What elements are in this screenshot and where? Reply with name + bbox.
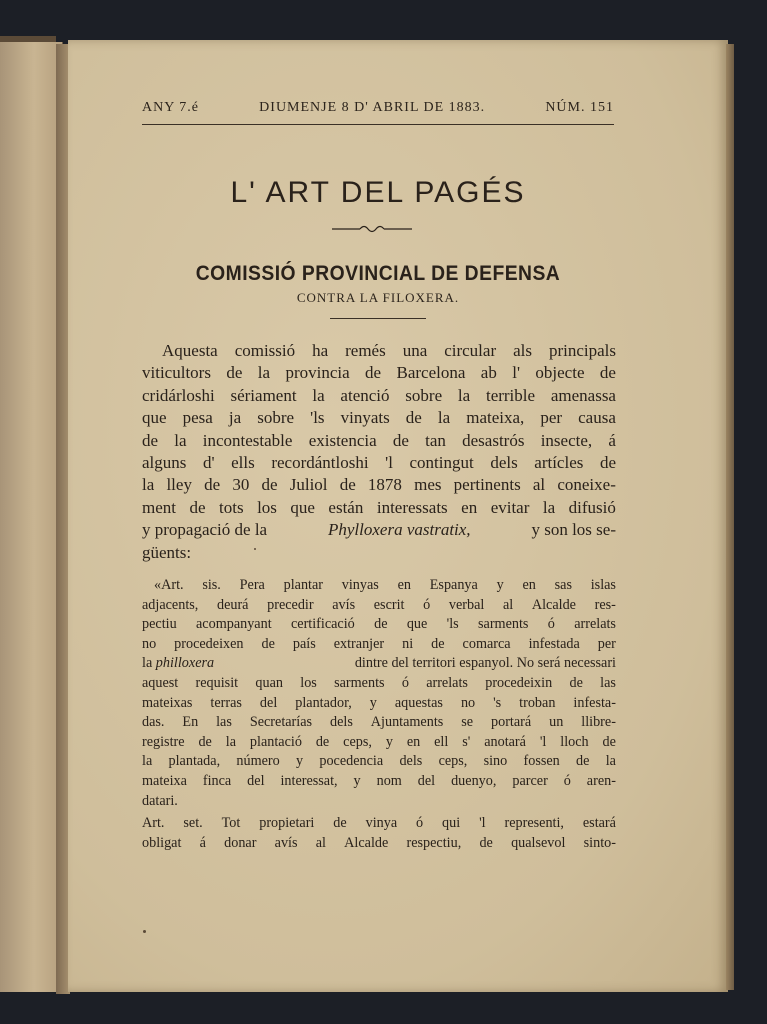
ornament-divider-icon xyxy=(330,222,414,236)
section-heading: COMISSIÓ PROVINCIAL DE DEFENSA xyxy=(195,262,561,285)
text-line: que pesa ja sobre 'ls vinyats de la mateixa, per causa xyxy=(142,408,616,428)
text-line: alguns d' ells recordántloshi 'l contingut dels artícles de xyxy=(142,452,616,472)
header-year: ANY 7.é xyxy=(142,100,200,115)
law-articles xyxy=(142,576,616,853)
intro-paragraph xyxy=(142,340,616,564)
section-subheading: CONTRA LA FILOXERA. xyxy=(296,290,460,305)
text-line: Aquesta comissió ha remés una circular als principals xyxy=(162,341,616,360)
text-segment: y son los se- xyxy=(531,520,616,540)
header-number: NÚM. 151 xyxy=(545,100,614,115)
text-line: de la incontestable existencia de tan desastrós insecte, á xyxy=(142,430,616,450)
text-line: mateixas terras del plantador, y aquestas no 's troban infesta- xyxy=(142,694,616,711)
text-line: no procedeixen de país extranjer ni de comarca infestada per xyxy=(142,635,616,652)
text-segment: y propagació de la xyxy=(142,520,268,540)
text-line: la lley de 30 de Juliol de 1878 mes pertinents al coneixe- xyxy=(142,475,616,495)
species-name: philloxera xyxy=(155,655,215,672)
text-line: «Art. sis. Pera plantar vinyas en Espanya y en sas islas xyxy=(154,577,616,593)
page-edge xyxy=(726,44,734,990)
text-line: güents: xyxy=(142,542,192,562)
running-header xyxy=(142,100,614,116)
header-date: DIUMENJE 8 D' ABRIL DE 1883. xyxy=(259,100,486,115)
subheading-rule xyxy=(330,318,426,319)
text-line: adjacents, deurá precedir avís escrit ó verbal al Alcalde res- xyxy=(142,596,616,613)
species-name: Phylloxera vastratix, xyxy=(327,520,471,540)
text-line: mateixa finca del interessat, y nom del duenyo, parcer ó aren- xyxy=(142,772,616,789)
ink-speck xyxy=(143,930,146,933)
text-segment: dintre del territori espanyol. No será necessari xyxy=(354,655,616,672)
text-line-mixed xyxy=(142,519,616,541)
text-line: Art. set. Tot propietari de vinya ó qui 'l representi, estará xyxy=(142,815,616,832)
publication-title: L' ART DEL PAGÉS xyxy=(230,176,526,209)
text-line-mixed xyxy=(142,654,616,674)
text-line: viticultors de la provincia de Barcelona ab l' objecte de xyxy=(142,363,616,383)
text-line: cridárloshi sériament la atenció sobre la terrible amenassa xyxy=(142,385,616,405)
ink-speck xyxy=(254,548,256,550)
text-line: ment de tots los que están interessats en evitar la difusió xyxy=(142,497,616,517)
text-line: pectiu acompanyant certificació de que 'ls sarments ó arrelats xyxy=(142,616,616,633)
text-line: datari. xyxy=(142,792,178,809)
text-line: la plantada, número y pocedencia dels ceps, sino fossen de la xyxy=(142,753,616,770)
text-line: aquest requisit quan los sarments ó arrelats procedeixin de las xyxy=(142,674,616,691)
text-segment: la philloxera xyxy=(142,655,215,672)
text-line: obligat á donar avís al Alcalde respectiu, de qualsevol sinto- xyxy=(142,834,616,851)
text-line: registre de la plantació de ceps, y en ell s' anotará 'l lloch de xyxy=(142,733,616,750)
header-rule xyxy=(142,124,614,125)
left-page xyxy=(0,42,63,992)
text-line: das. En las Secretarías dels Ajuntaments se portará un llibre- xyxy=(142,714,616,731)
